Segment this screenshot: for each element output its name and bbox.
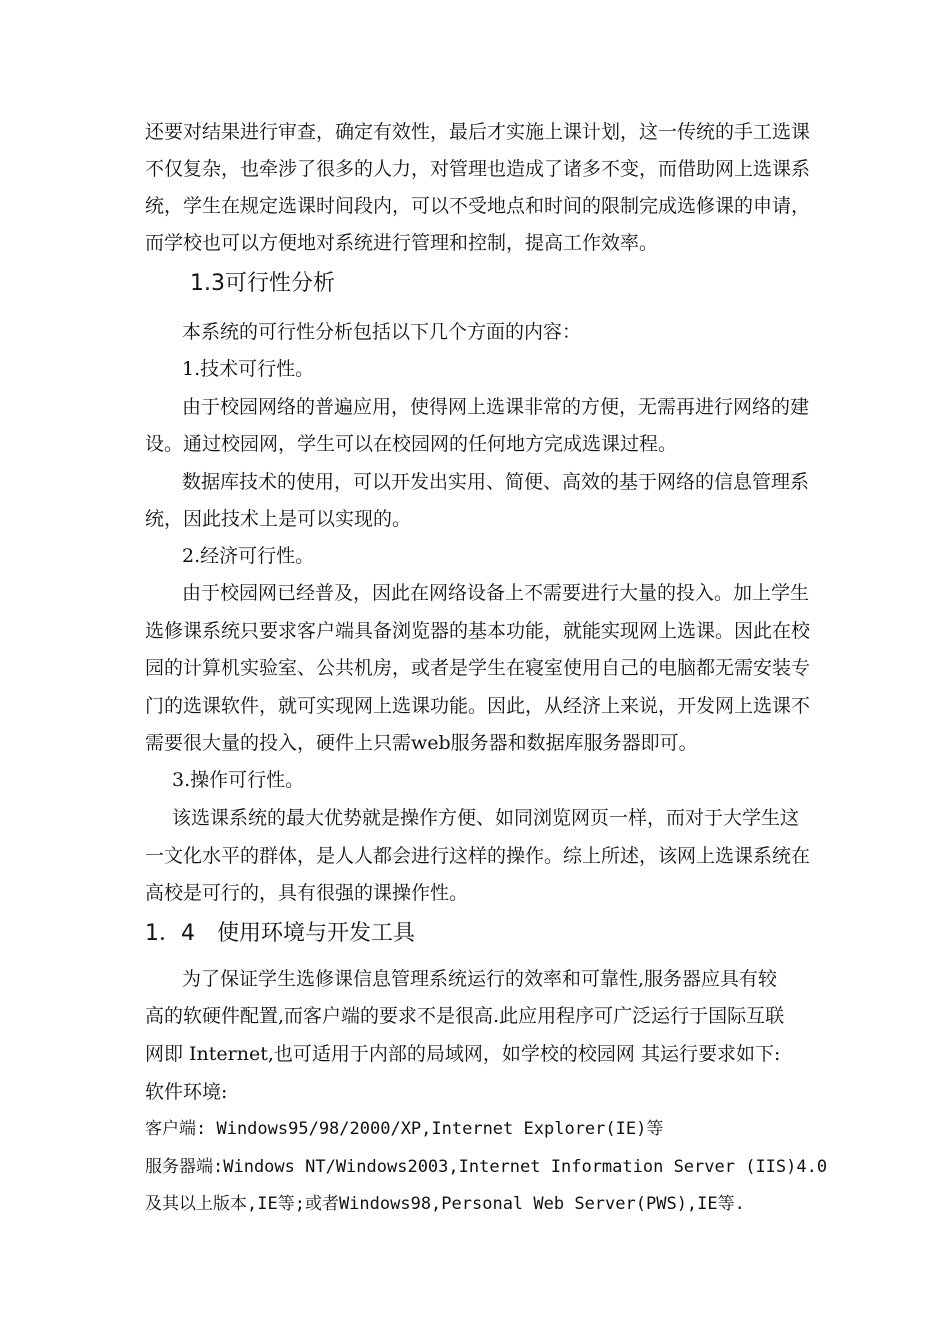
paragraph-line: 需要很大量的投入，硬件上只需web服务器和数据库服务器即可。 (145, 732, 698, 754)
paragraph-line: 设。通过校园网，学生可以在校园网的任何地方完成选课过程。 (145, 433, 678, 455)
paragraph-line: 网即 Internet,也可适用于内部的局域网，如学校的校园网 其运行要求如下: (145, 1043, 781, 1065)
software-env-label: 软件环境: (145, 1081, 228, 1103)
paragraph-line: 不仅复杂，也牵涉了很多的人力，对管理也造成了诸多不变，而借助网上选课系 (145, 158, 811, 180)
item-title-operational: 3.操作可行性。 (172, 769, 305, 791)
paragraph-line: 而学校也可以方便地对系统进行管理和控制，提高工作效率。 (145, 232, 659, 254)
section-summary: 本系统的可行性分析包括以下几个方面的内容： (182, 321, 582, 343)
paragraph-line: 还要对结果进行审查，确定有效性，最后才实施上课计划，这一传统的手工选课 (145, 121, 811, 143)
server-requirements-line: 服务器端:Windows NT/Windows2003,Internet Information Server (IIS)4.0 (145, 1157, 828, 1177)
section-heading-1-3: 1.3可行性分析 (190, 271, 335, 296)
paragraph-line: 高的软硬件配置,而客户端的要求不是很高.此应用程序可广泛运行于国际互联 (145, 1005, 785, 1027)
paragraph-line: 选修课系统只要求客户端具备浏览器的基本功能，就能实现网上选课。因此在校 (145, 620, 811, 642)
paragraph-line: 数据库技术的使用，可以开发出实用、简便、高效的基于网络的信息管理系 (182, 471, 810, 493)
server-requirements-line: 及其以上版本,IE等;或者Windows98,Personal Web Server(PWS),IE等. (145, 1194, 745, 1214)
paragraph-line: 该选课系统的最大优势就是操作方便、如同浏览网页一样，而对于大学生这 (172, 807, 800, 829)
section-heading-1-4: 1．4 使用环境与开发工具 (145, 921, 415, 946)
paragraph-line: 门的选课软件，就可实现网上选课功能。因此，从经济上来说，开发网上选课不 (145, 695, 811, 717)
item-title-technical: 1.技术可行性。 (182, 358, 315, 380)
paragraph-line: 为了保证学生选修课信息管理系统运行的效率和可靠性,服务器应具有较 (182, 968, 778, 990)
paragraph-line: 由于校园网已经普及，因此在网络设备上不需要进行大量的投入。加上学生 (182, 582, 810, 604)
paragraph-line: 由于校园网络的普遍应用，使得网上选课非常的方便，无需再进行网络的建 (182, 396, 810, 418)
paragraph-line: 统，因此技术上是可以实现的。 (145, 508, 412, 530)
item-title-economic: 2.经济可行性。 (182, 545, 315, 567)
paragraph-line: 园的计算机实验室、公共机房，或者是学生在寝室使用自己的电脑都无需安装专 (145, 657, 811, 679)
paragraph-line: 一文化水平的群体，是人人都会进行这样的操作。综上所述，该网上选课系统在 (145, 845, 811, 867)
paragraph-line: 统，学生在规定选课时间段内，可以不受地点和时间的限制完成选修课的申请， (145, 195, 811, 217)
paragraph-line: 高校是可行的，具有很强的课操作性。 (145, 882, 469, 904)
client-requirements: 客户端: Windows95/98/2000/XP,Internet Explorer(IE)等 (145, 1119, 664, 1139)
